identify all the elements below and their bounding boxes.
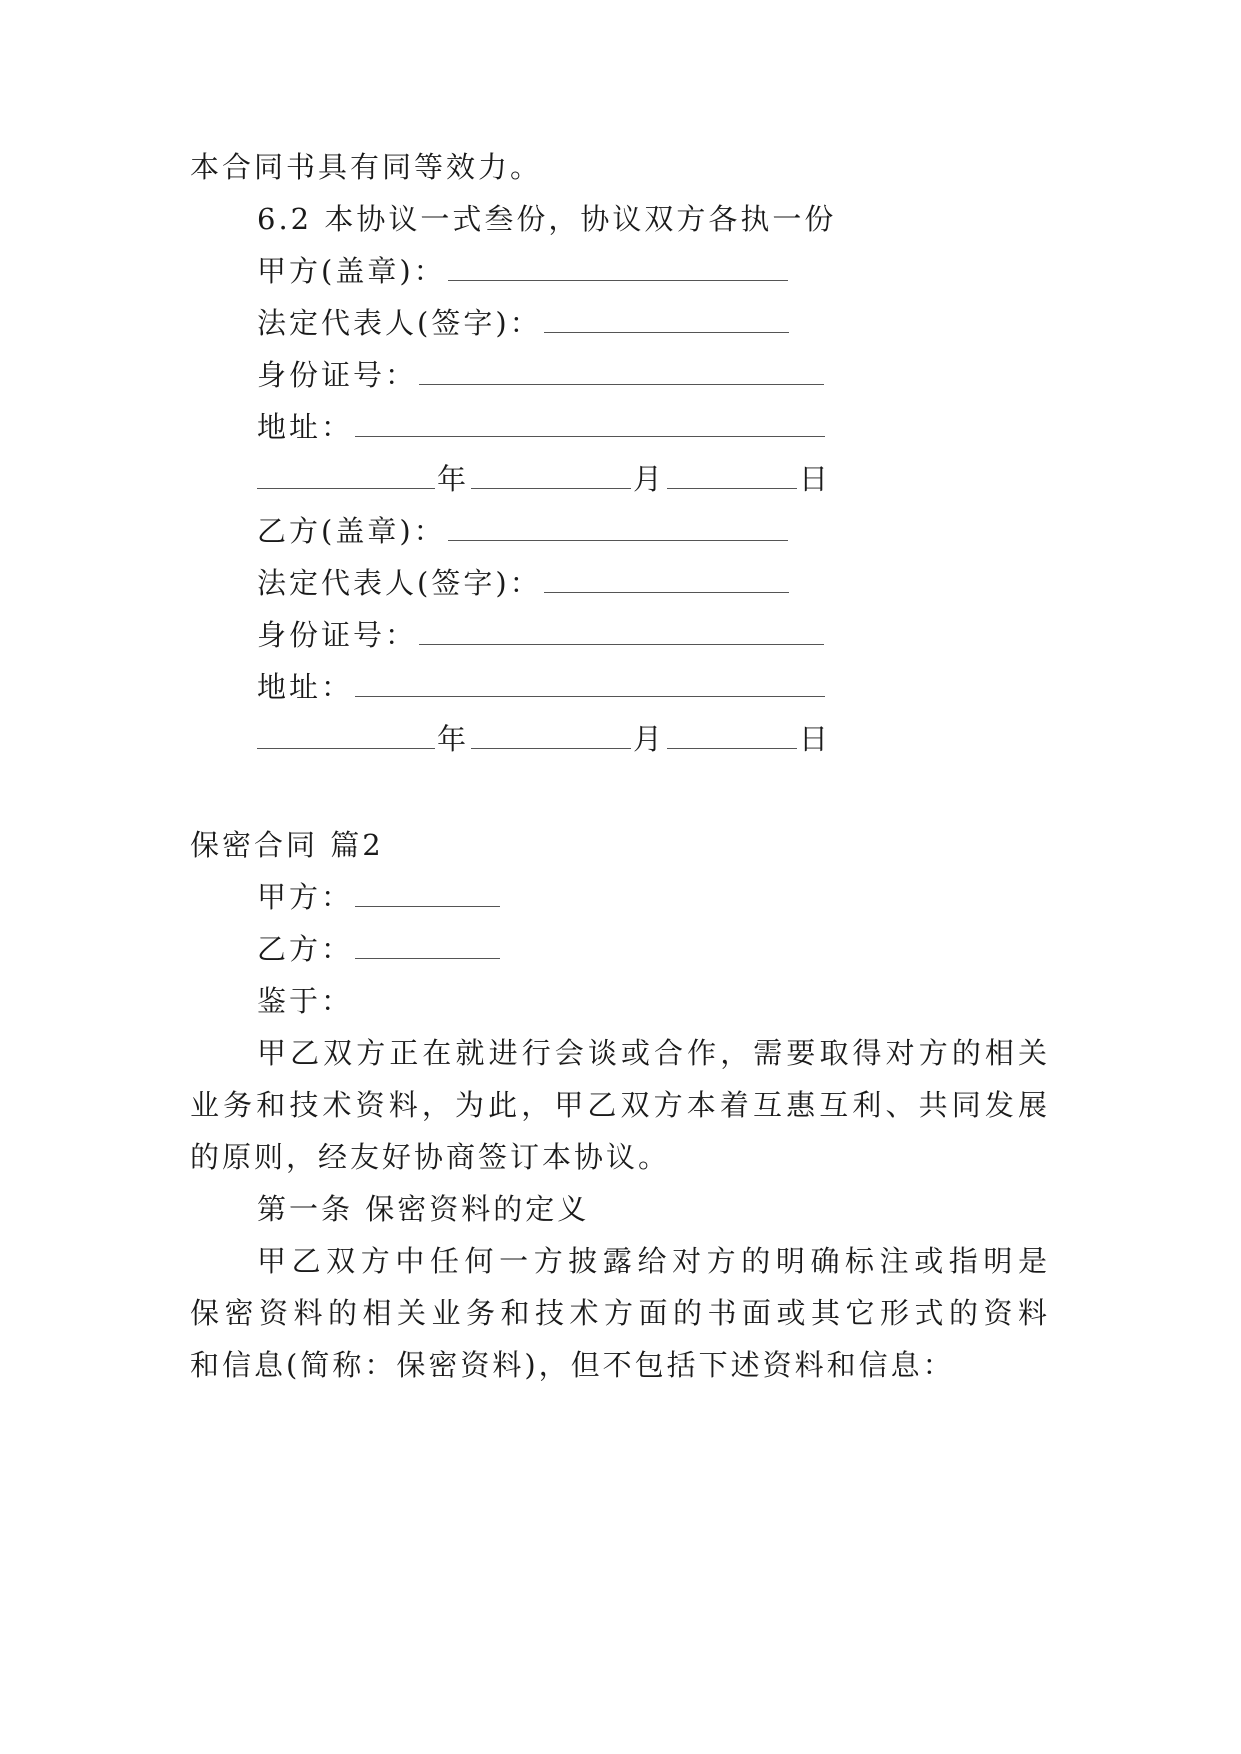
blank-line [419, 618, 824, 645]
date-day-label: 日 [799, 722, 832, 756]
party-a-seal-field [257, 251, 790, 291]
blank-line [355, 670, 825, 697]
text-line: 6.2 本协议一式叁份，协议双方各执一份 [257, 202, 837, 236]
blank-line [257, 722, 435, 749]
blank-line [257, 462, 435, 489]
party-a-rep-field [257, 303, 791, 343]
party-a-addr-field [257, 407, 827, 447]
date-year-label: 年 [437, 722, 470, 756]
blank-line [355, 880, 500, 907]
field-label: 法定代表人(签字)： [257, 566, 542, 600]
field-label: 乙方(盖章)： [257, 514, 446, 548]
date-month-label: 月 [633, 722, 666, 756]
blank-line [667, 722, 797, 749]
party-b-seal-field [257, 511, 790, 551]
blank-line [471, 462, 631, 489]
blank-line [419, 358, 824, 385]
paragraph-line: 保密资料的相关业务和技术方面的书面或其它形式的资料 [190, 1296, 1050, 1330]
blank-line [544, 566, 789, 593]
blank-line [355, 410, 825, 437]
section-title: 保密合同 篇2 [190, 828, 384, 862]
party-b-rep-field [257, 563, 791, 603]
blank-line [448, 254, 788, 281]
field-label: 身份证号： [257, 618, 418, 652]
blank-line [471, 722, 631, 749]
paragraph-line: 的原则，经友好协商签订本协议。 [190, 1140, 671, 1174]
field-label: 乙方： [257, 932, 354, 966]
party-b-addr-field [257, 667, 827, 707]
blank-line [448, 514, 788, 541]
party-a-date-field [257, 459, 831, 499]
s2-party-a-field [257, 877, 502, 917]
paragraph-line: 甲乙双方正在就进行会谈或合作，需要取得对方的相关 [257, 1036, 1050, 1070]
date-day-label: 日 [799, 462, 832, 496]
party-a-id-field [257, 355, 826, 395]
article-title: 第一条 保密资料的定义 [257, 1192, 590, 1226]
whereas-label: 鉴于： [257, 984, 354, 1018]
blank-line [544, 306, 789, 333]
paragraph-line: 甲乙双方中任何一方披露给对方的明确标注或指明是 [257, 1244, 1050, 1278]
field-label: 甲方： [257, 880, 354, 914]
field-label: 法定代表人(签字)： [257, 306, 542, 340]
s2-party-b-field [257, 929, 502, 969]
field-label: 甲方(盖章)： [257, 254, 446, 288]
paragraph-line: 和信息(简称：保密资料)，但不包括下述资料和信息： [190, 1348, 955, 1382]
text-line: 本合同书具有同等效力。 [190, 150, 543, 184]
date-year-label: 年 [437, 462, 470, 496]
paragraph-line: 业务和技术资料，为此，甲乙双方本着互惠互利、共同发展 [190, 1088, 1050, 1122]
field-label: 地址： [257, 670, 354, 704]
date-month-label: 月 [633, 462, 666, 496]
party-b-date-field [257, 719, 831, 759]
blank-line [355, 932, 500, 959]
party-b-id-field [257, 615, 826, 655]
field-label: 身份证号： [257, 358, 418, 392]
blank-line [667, 462, 797, 489]
field-label: 地址： [257, 410, 354, 444]
